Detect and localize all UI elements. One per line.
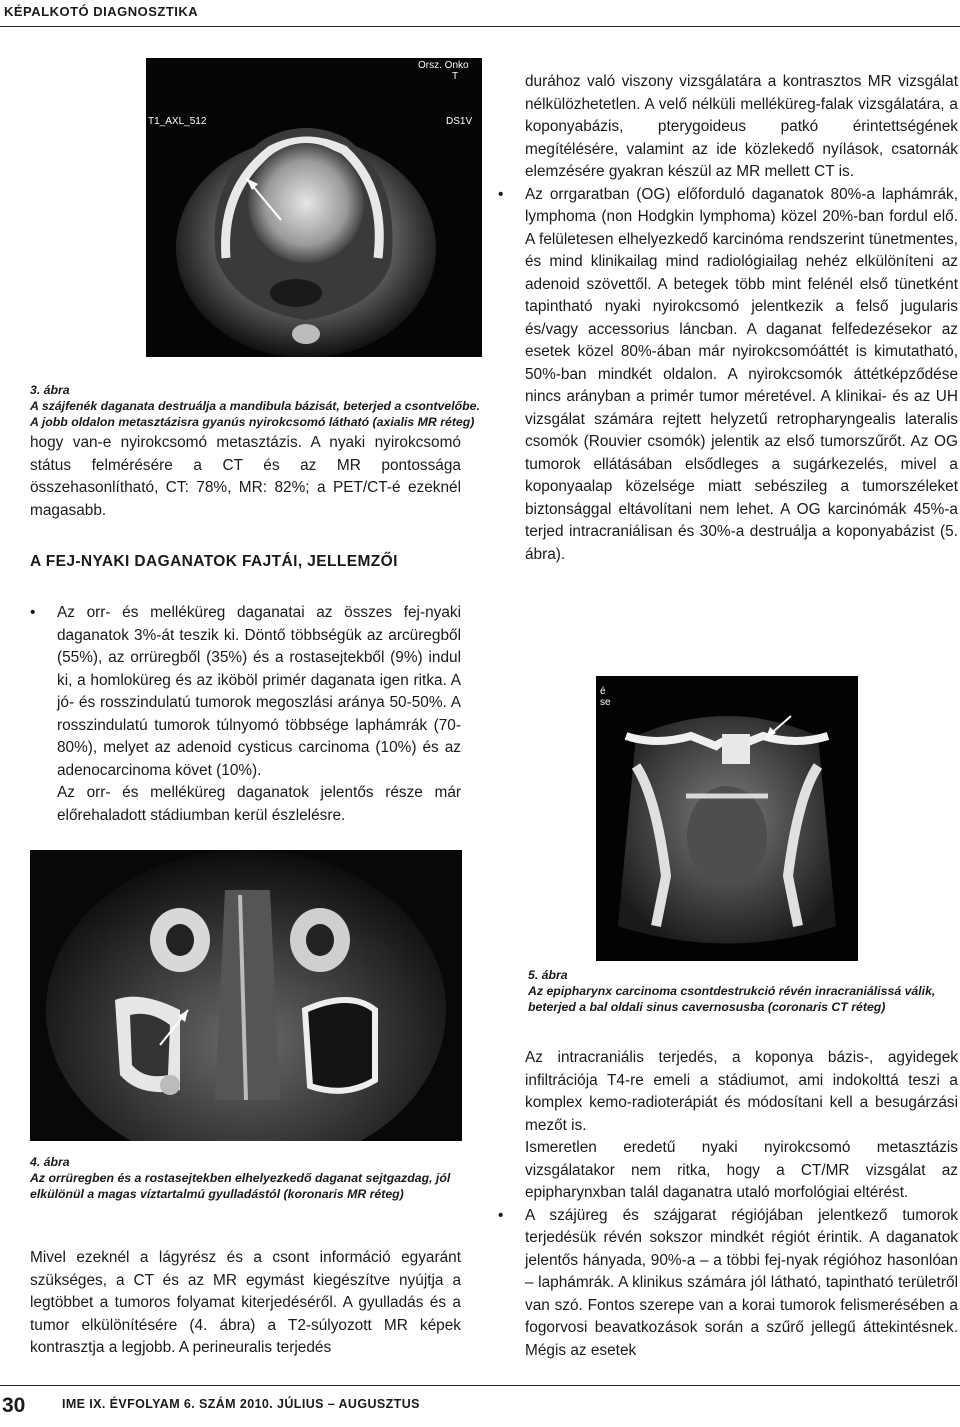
- figure-5-image: [596, 676, 858, 961]
- figure-number: 3. ábra: [30, 383, 70, 397]
- figure-3-image: [146, 58, 482, 357]
- list-item: [498, 1205, 958, 1363]
- left-column-list: [30, 602, 461, 827]
- figure-4-image: [30, 850, 462, 1141]
- paragraph: Mivel ezeknél a lágyrész és a csont információ egyaránt szükséges, a CT és az MR egymást kiegészítve nyújtja a legtöbbet a tumoros folyamat kiterjedéséről. A gyulladás és a tumor elkülönítésére (4. ábra) a T2-súlyozott MR képek kontrasztja a legjobb. A perineuralis terjedés: [30, 1249, 461, 1356]
- bullet-text: Az orrgaratban (OG) előforduló daganatok 80%-a laphámrák, lymphoma (non Hodgkin lymphoma) közel 20%-ban fordul elő. A felületesen elhelyezkedő karcinóma rendszerint tünetmentes, és mind klinikailag mind radiológiailag nehéz elkülöníteni az adenoid szövettől. A betegek több mint felénél első tünetként tapintható nyaki nyirokcsomó jelentkezik a felső jugularis és/vagy accessorius láncban. A daganat felfedezésekor az esetek közel 80%-ában már nyirokcsomóáttét is kimutatható, 50%-ban mindkét oldalon. A nyirokcsomók áttétképződése nincs arányban a primér tumor méretével. A klinikai- és az UH vizsgálat számára rejtett helyzetű retropharyngealis lateralis csomók (Rouvier csomók) jelentik az első tumorszűrőt. Az OG tumorok ellátásában elsődleges a sugárkezelés, mivel a koponyaalap közelsége miatt sebészileg a tumorszéleket biztonsággal eltávolítani nem lehet. A OG karcinómák 45%-a terjed intracraniálisan és 30%-a destruálja a koponyabázist (5. ábra).: [525, 185, 958, 563]
- journal-info: IME IX. ÉVFOLYAM 6. SZÁM 2010. JÚLIUS – AUGUSZTUS: [62, 1397, 420, 1411]
- footer-rule: [0, 1385, 960, 1386]
- figure-number: 4. ábra: [30, 1155, 70, 1169]
- section-title: KÉPALKOTÓ DIAGNOSZTIKA: [4, 4, 199, 19]
- overlay-text: T: [452, 71, 459, 82]
- section-heading: A FEJ-NYAKI DAGANATOK FAJTÁI, JELLEMZŐI: [30, 553, 398, 570]
- paragraph: durához való viszony vizsgálatára a kontrasztos MR vizsgálat nélkülözhetetlen. A velő nélküli melléküreg-falak vizsgálatára, a koponyabázis, pterygoideus patkó érintettségének megítélésére, valamint az ide közlekedő nyílások, csatornák elemzésére gyakran készül az MR mellett CT is.: [525, 73, 958, 180]
- caption-text: A szájfenék daganata destruálja a mandibula bázisát, beterjed a csontvelőbe. A jobb oldalon metasztázisra gyanús nyirokcsomó látható (axialis MR réteg): [30, 399, 480, 429]
- figure-4-caption: [30, 1154, 462, 1202]
- paragraph: Ismeretlen eredetű nyaki nyirokcsomó metasztázis vizsgálatakor nem ritka, hogy a CT/MR vizsgálat az epipharynxban talál daganatra utaló morfológiai eltérést.: [525, 1139, 958, 1201]
- paragraph: hogy van-e nyirokcsomó metasztázis. A nyaki nyirokcsomó státus felmérésére a CT és az MR pontossága összehasonlítható, CT: 78%, MR: 82%; a PET/CT-é ezeknél magasabb.: [30, 434, 461, 519]
- overlay-text: é: [600, 686, 606, 697]
- running-header: [0, 0, 960, 26]
- list-item: [30, 602, 461, 827]
- left-column-bottom: [30, 1247, 461, 1360]
- paragraph: Az orr- és melléküreg daganatok jelentős része már előrehaladott stádiumban kerül észlelésre.: [57, 784, 461, 824]
- figure-5-caption: [528, 967, 958, 1015]
- bullet-text: A szájüreg és szájgarat régiójában jelentkező tumorok terjedésük révén sokszor mindkét régiót érintik. A daganatok jelentős hányada, 90%-a – a többi fej-nyak régióhoz hasonlóan – laphámrák. A klinikus számára jól látható, tapintható területről van szó. Fontos szerepe van a korai tumorok felismerésében a fogorvosi beavatkozások során a szűrő jellegű áttekintésnek. Mégis az esetek: [525, 1206, 958, 1359]
- caption-text: Az epipharynx carcinoma csontdestrukció révén inracraniálissá válik, beterjed a bal oldali sinus cavernosusba (coronaris CT réteg): [528, 984, 936, 1014]
- page-number: 30: [2, 1394, 26, 1417]
- figure-number: 5. ábra: [528, 968, 568, 982]
- right-column-bottom: [498, 1047, 958, 1362]
- overlay-text: Orsz. Onko: [418, 60, 469, 71]
- coronal-mr-scan: [30, 850, 462, 1141]
- header-rule: [0, 26, 960, 27]
- overlay-text: T1_AXL_512: [148, 116, 207, 127]
- list-item: [498, 184, 958, 567]
- page-footer: [0, 1385, 960, 1427]
- right-column-top: [498, 71, 958, 566]
- coronal-ct-scan: [596, 676, 858, 961]
- caption-text: Az orrüregben és a rostasejtekben elhelyezkedő daganat sejtgazdag, jól elkülönül a magas víztartalmú gyulladástól (koronaris MR réteg): [30, 1171, 451, 1201]
- bullet-text: Az orr- és melléküreg daganatai az összes fej-nyaki daganatok 3%-át teszik ki. Döntő többségük az arcüregből (55%), az orrüregből (35%) és a rostasejtekből (9%) indul ki, a homloküreg és az iköböl primér daganata igen ritka. A jó- és rosszindulatú tumorok megoszlási aránya 50-50%. A rosszindulatú tumorok túlnyomó többsége laphámrák (70-80%), melyet az adenoid cysticus carcinoma (10%) és az adenocarcinoma követ (10%).: [57, 604, 461, 779]
- overlay-text: DS1V: [446, 116, 473, 127]
- paragraph: Az intracraniális terjedés, a koponya bázis-, agyidegek infiltrációja T4-re emeli a stádiumot, ami indokolttá teszi a komplex kemo-radioterápiát és módosítani kell a besugárzási mezőt is.: [525, 1049, 958, 1134]
- left-column-top: [30, 432, 461, 522]
- axial-mr-scan: [146, 58, 482, 357]
- overlay-text: se: [600, 697, 611, 708]
- figure-3-caption: [30, 382, 485, 430]
